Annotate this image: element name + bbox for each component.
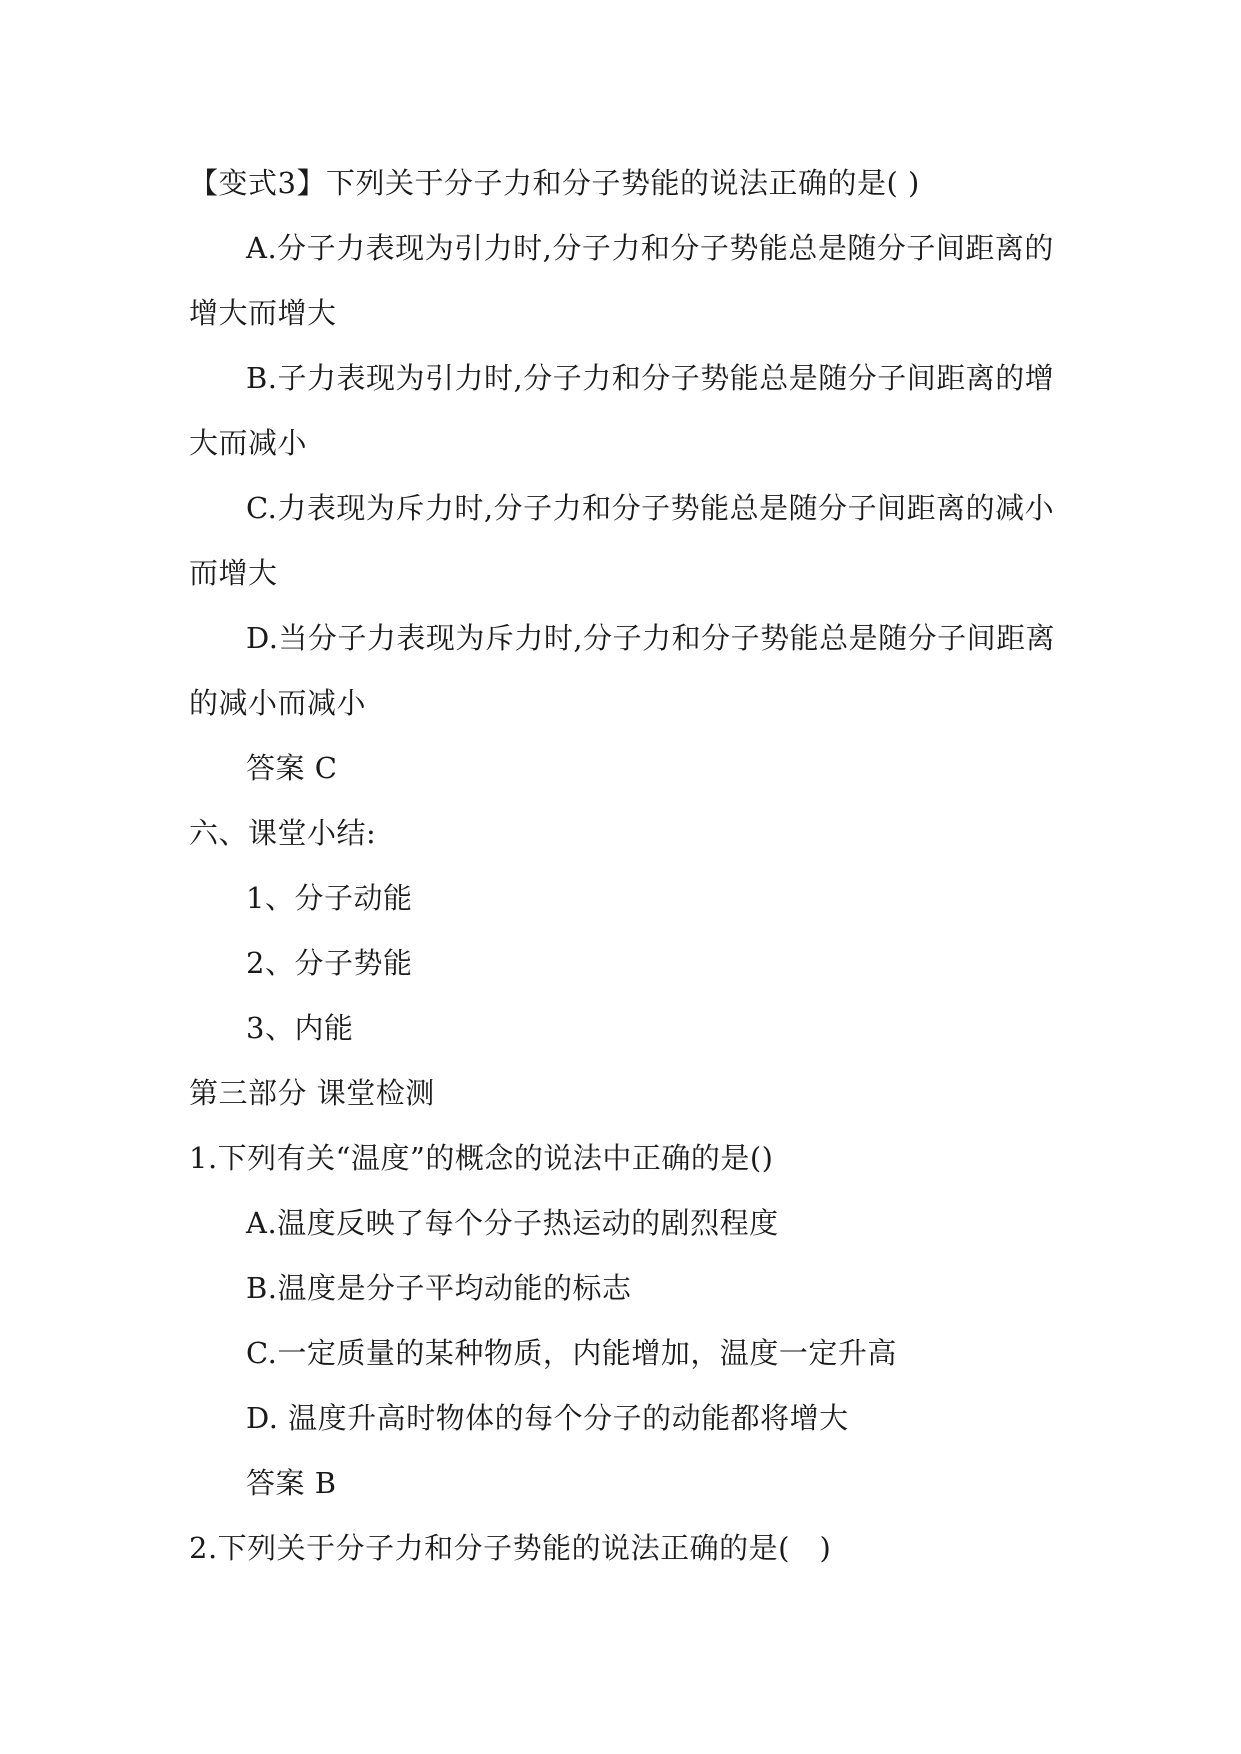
variant3-option-c-cont: 而增大 xyxy=(189,556,278,590)
variant3-option-c: C.力表现为斥力时,分子力和分子势能总是随分子间距离的减小 xyxy=(246,491,1055,525)
variant3-option-b-cont: 大而减小 xyxy=(189,426,308,460)
part3-heading: 第三部分 课堂检测 xyxy=(189,1076,435,1110)
q1-option-d: D. 温度升高时物体的每个分子的动能都将增大 xyxy=(246,1401,849,1435)
variant3-option-b: B.子力表现为引力时,分子力和分子势能总是随分子间距离的增 xyxy=(246,361,1055,395)
summary-item: 1、分子动能 xyxy=(246,881,413,915)
summary-item: 2、分子势能 xyxy=(246,946,413,980)
variant3-option-d-cont: 的减小而减小 xyxy=(189,686,367,720)
summary-heading: 六、课堂小结: xyxy=(189,816,377,850)
q1-option-a: A.温度反映了每个分子热运动的剧烈程度 xyxy=(246,1206,779,1240)
variant3-option-a: A.分子力表现为引力时,分子力和分子势能总是随分子间距离的 xyxy=(246,231,1054,265)
q1-option-c: C.一定质量的某种物质，内能增加，温度一定升高 xyxy=(246,1336,897,1370)
variant3-option-a-cont: 增大而增大 xyxy=(189,296,337,330)
q1-answer: 答案 B xyxy=(246,1466,337,1500)
variant3-option-d: D.当分子力表现为斥力时,分子力和分子势能总是随分子间距离 xyxy=(246,621,1056,655)
summary-item: 3、内能 xyxy=(246,1011,354,1045)
q1-option-b: B.温度是分子平均动能的标志 xyxy=(246,1271,632,1305)
variant3-answer: 答案 C xyxy=(246,751,338,785)
q2-question: 2.下列关于分子力和分子势能的说法正确的是( ) xyxy=(189,1531,832,1565)
q1-question: 1.下列有关“温度”的概念的说法中正确的是() xyxy=(189,1141,774,1175)
variant3-question: 【变式3】下列关于分子力和分子势能的说法正确的是( ) xyxy=(189,166,920,200)
